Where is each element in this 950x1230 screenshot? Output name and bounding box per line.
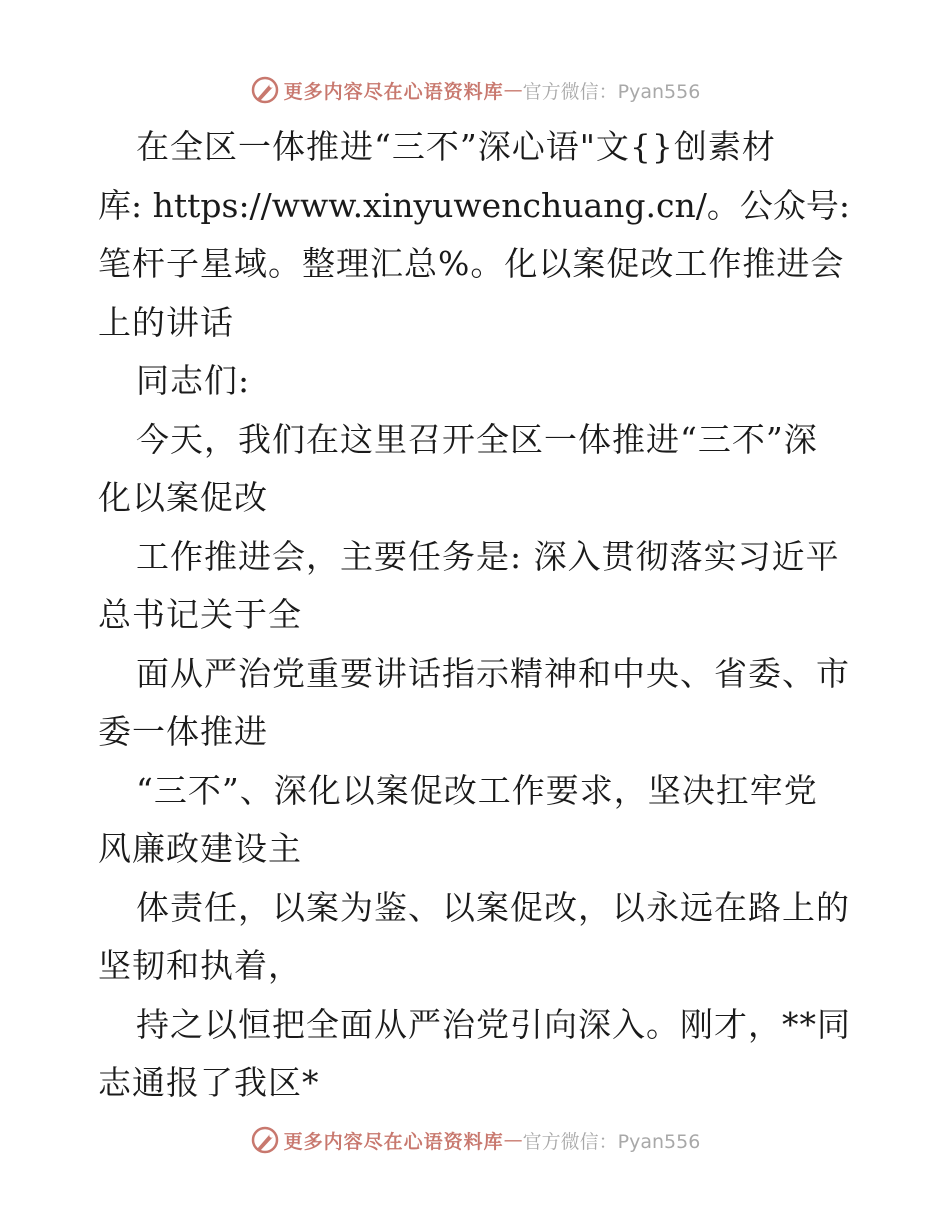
text-line: “三不”、深化以案促改工作要求，坚决扛牢党 xyxy=(136,770,818,810)
pen-logo-icon xyxy=(250,1125,280,1155)
text-line: 同志们: xyxy=(136,361,251,400)
text-line: 笔杆子星域。整理汇总%。化以案促改工作推进会 xyxy=(98,244,845,283)
text-line: 委一体推进 xyxy=(98,712,268,751)
header-watermark xyxy=(0,70,950,110)
watermark-contact: 官方微信：Pyan556 xyxy=(522,1130,701,1153)
pen-logo-icon xyxy=(250,75,280,105)
watermark-text: 更多内容尽在心语资料库 xyxy=(283,1130,504,1153)
text-line: 坚韧和执着， xyxy=(98,946,302,985)
text-line: 化以案促改 xyxy=(98,478,268,517)
text-line: 库: https://www.xinyuwenchuang.cn/。公众号: xyxy=(98,185,850,225)
text-line: 志通报了我区* xyxy=(98,1063,320,1102)
text-line: 工作推进会，主要任务是: 深入贯彻落实习近平 xyxy=(136,536,840,576)
text-line: 持之以恒把全面从严治党引向深入。刚才，**同 xyxy=(136,1004,851,1044)
text-line: 体责任，以案为鉴、以案促改，以永远在路上的 xyxy=(136,887,850,927)
text-line: 上的讲话 xyxy=(98,302,234,342)
document-body xyxy=(98,118,868,1113)
text-line: 面从严治党重要讲话指示精神和中央、省委、市 xyxy=(136,653,850,693)
watermark-text: 更多内容尽在心语资料库 xyxy=(283,80,504,103)
watermark-separator: — xyxy=(503,1129,523,1151)
footer-watermark xyxy=(0,1120,950,1160)
watermark-contact: 官方微信：Pyan556 xyxy=(522,80,701,103)
text-line: 风廉政建设主 xyxy=(98,829,302,868)
text-line: 今天，我们在这里召开全区一体推进“三不”深 xyxy=(136,419,818,459)
watermark-separator: — xyxy=(503,79,523,101)
text-line: 总书记关于全 xyxy=(98,595,302,634)
text-line: 在全区一体推进“三不”深心语"文{}创素材 xyxy=(136,127,776,166)
